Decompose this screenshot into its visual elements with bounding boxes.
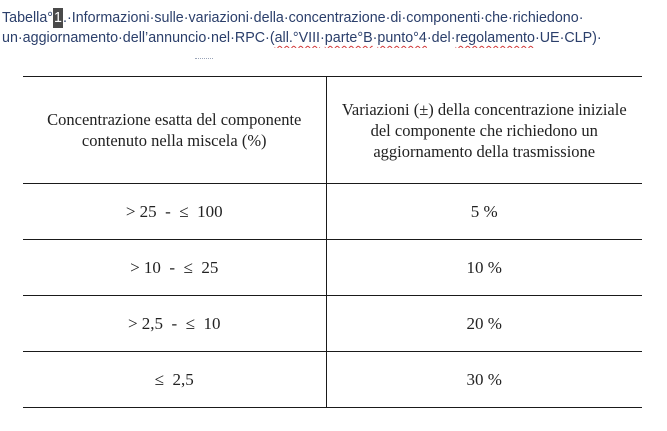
table-row	[23, 184, 642, 240]
text-cursor-selection[interactable]: 1	[54, 10, 62, 26]
spellcheck-word: punto°4	[377, 30, 427, 46]
cell-variation: 30 %	[326, 352, 642, 408]
spellcheck-word: all.°VIII	[274, 30, 321, 46]
header-variation: Variazioni (±) della concentrazione iniziale del componente che richiedono un aggiornamento della trasmissione	[326, 77, 642, 184]
spellcheck-word: parte°B	[324, 30, 373, 46]
cell-variation: 10 %	[326, 240, 642, 296]
table-header-row	[23, 77, 642, 184]
caption-segment: ·UE·CLP)·	[534, 30, 602, 46]
cell-variation: 5 %	[326, 184, 642, 240]
caption-prefix: Tabella°	[2, 10, 54, 26]
caption-line-1-text: .·Informazioni·sulle·variazioni·della·concentrazione·di·componenti·che·richiedono·	[62, 10, 584, 26]
spellcheck-word: regolamento	[455, 30, 535, 46]
caption-segment: ·del·	[426, 30, 456, 46]
table-row	[23, 352, 642, 408]
concentration-table	[23, 76, 642, 408]
table-caption	[2, 8, 666, 48]
caption-line-1	[2, 8, 666, 28]
table-row	[23, 240, 642, 296]
cell-range: ≤ 2,5	[154, 369, 194, 389]
paragraph-anchor-mark	[195, 58, 213, 62]
caption-segment: un·aggiornamento·dell’annuncio·nel·RPC·(	[2, 30, 275, 46]
caption-segment: ·	[372, 30, 378, 46]
caption-segment: ·	[320, 30, 325, 46]
cell-range: > 2,5 - ≤ 10	[127, 313, 221, 333]
table-row	[23, 296, 642, 352]
cell-range: > 25 - ≤ 100	[125, 201, 223, 221]
header-concentration: Concentrazione esatta del componente contenuto nella miscela (%)	[47, 110, 302, 150]
concentration-table-container	[23, 76, 642, 408]
cell-variation: 20 %	[326, 296, 642, 352]
caption-line-2	[2, 28, 666, 48]
cell-range: > 10 - ≤ 25	[130, 257, 219, 277]
